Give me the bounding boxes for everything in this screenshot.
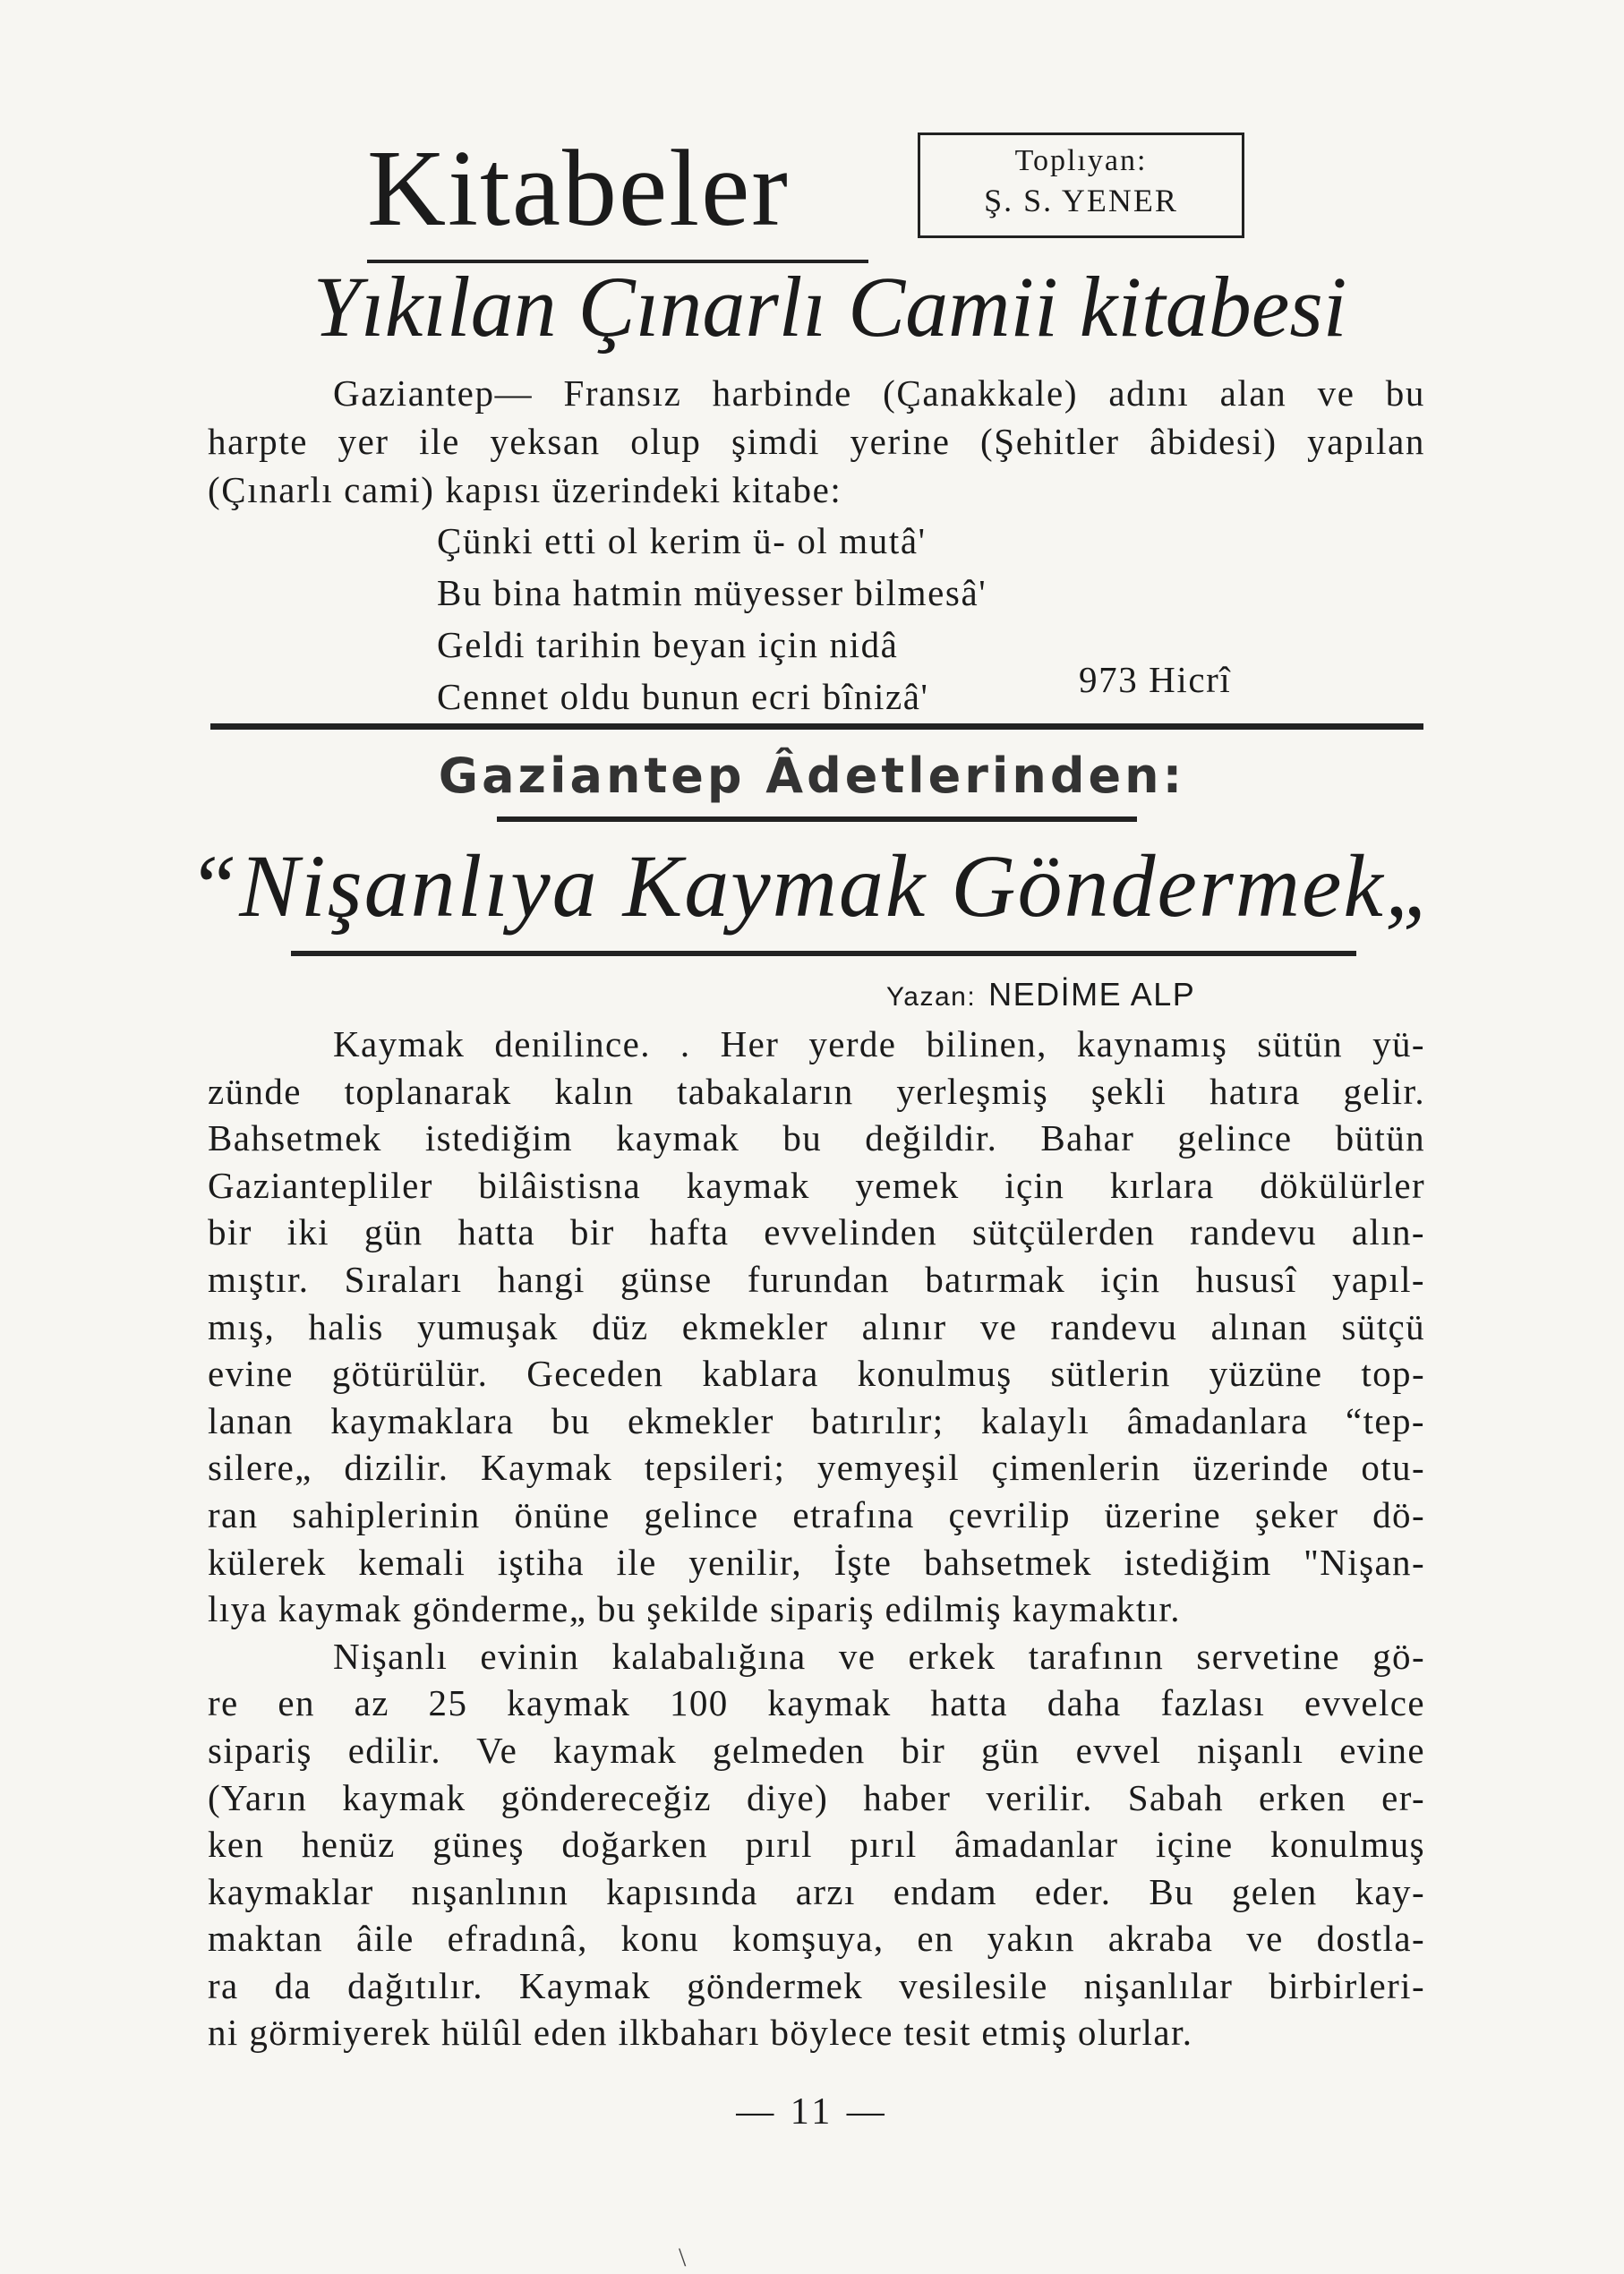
verse-line: Geldi tarihin beyan için nidâ xyxy=(437,624,899,665)
byline xyxy=(886,976,1195,1013)
body-line: (Yarın kaymak göndereceğiz diye) haber verilir. Sabah erken er- xyxy=(208,1776,1425,1818)
body-line: ra da dağıtılır. Kaymak göndermek vesilesile nişanlılar birbirleri- xyxy=(208,1964,1425,2006)
article-section-heading: Gaziantep Âdetlerinden: xyxy=(438,748,1186,804)
body-line: külerek kemali iştiha ile yenilir, İşte bahsetmek istediğim "Nişan- xyxy=(208,1541,1425,1583)
body-line: ran sahiplerinin önüne gelince etrafına çevrilip üzerine şeker dö- xyxy=(208,1493,1425,1535)
section-rule-top xyxy=(210,723,1423,730)
intro-line: (Çınarlı cami) kapısı üzerindeki kitabe: xyxy=(208,469,842,510)
body-line: mış, halis yumuşak düz ekmekler alınır ve randevu alınan sütçü xyxy=(208,1305,1425,1347)
collector-box xyxy=(918,133,1244,238)
inscription-year: 973 Hicrî xyxy=(1079,659,1232,700)
verse-line: Cennet oldu bunun ecri bînizâ' xyxy=(437,676,929,717)
body-line: sipariş edilir. Ve kaymak gelmeden bir gün evvel nişanlı evine xyxy=(208,1729,1425,1771)
verse-line: Çünki etti ol kerim ü- ol mutâ' xyxy=(437,520,927,561)
article-body xyxy=(208,1021,1425,2056)
author-name: NEDİME ALP xyxy=(988,976,1196,1013)
body-line: Gaziantepliler bilâistisna kaymak yemek için kırlara dökülürler xyxy=(208,1164,1425,1206)
body-line: lıya kaymak gönderme„ bu şekilde sipariş edilmiş kaymaktır. xyxy=(208,1588,1181,1630)
inscription-intro xyxy=(208,369,1425,514)
body-line: lanan kaymaklara bu ekmekler batırılır; kalaylı âmadanlara “tep- xyxy=(208,1399,1425,1441)
body-line: evine götürülür. Geceden kablara konulmuş sütlerin yüzüne top- xyxy=(208,1353,1425,1395)
collector-label: Toplıyan: xyxy=(1014,144,1148,177)
body-line: ni görmiyerek hülûl eden ilkbaharı böylece tesit etmiş olurlar. xyxy=(208,2012,1193,2054)
body-line: re en az 25 kaymak 100 kaymak hatta daha fazlası evvelce xyxy=(208,1682,1425,1724)
section-title: Kitabeler xyxy=(367,128,790,249)
body-line: Bahsetmek istediğim kaymak bu değildir. Bahar gelince bütün xyxy=(208,1117,1425,1159)
verse-line: Bu bina hatmin müyesser bilmesâ' xyxy=(437,572,987,613)
collector-name: Ş. S. YENER xyxy=(984,183,1178,218)
body-line: silere„ dizilir. Kaymak tepsileri; yemyeşil çimenlerin üzerinde otu- xyxy=(208,1447,1425,1489)
section-rule-middle xyxy=(497,816,1137,822)
body-line: Nişanlı evinin kalabalığına ve erkek tarafının servetine gö- xyxy=(333,1635,1425,1677)
inscription-verse xyxy=(437,515,987,722)
body-line: Kaymak denilince. . Her yerde bilinen, kaynamış sütün yü- xyxy=(333,1023,1425,1064)
body-line: kaymaklar nışanlının kapısında arzı endam eder. Bu gelen kay- xyxy=(208,1870,1425,1912)
intro-line: Gaziantep— Fransız harbinde (Çanakkale) adını alan ve bu xyxy=(333,372,1425,414)
article-title: “Nişanlıya Kaymak Göndermek„ xyxy=(187,836,1437,936)
byline-label: Yazan: xyxy=(886,982,977,1012)
body-line: mıştır. Sıraları hangi günse furundan batırmak için hususî yapıl- xyxy=(208,1258,1425,1300)
section-rule-bottom xyxy=(291,951,1356,956)
body-line: maktan âile efradınâ, konu komşuya, en yakın akraba ve dostla- xyxy=(208,1918,1425,1960)
body-line: bir iki gün hatta bir hafta evvelinden sütçülerden randevu alın- xyxy=(208,1211,1425,1253)
body-line: ken henüz güneş doğarken pırıl pırıl âmadanlar içine konulmuş xyxy=(208,1824,1425,1866)
intro-line: harpte yer ile yeksan olup şimdi yerine (Şehitler âbidesi) yapılan xyxy=(208,421,1425,462)
body-line: zünde toplanarak kalın tabakaların yerleşmiş şekli hatıra gelir. xyxy=(208,1070,1425,1112)
page-number: — 11 — xyxy=(736,2091,888,2133)
stray-mark: \ xyxy=(679,2243,687,2272)
inscription-title: Yıkılan Çınarlı Camii kitabesi xyxy=(312,259,1347,355)
